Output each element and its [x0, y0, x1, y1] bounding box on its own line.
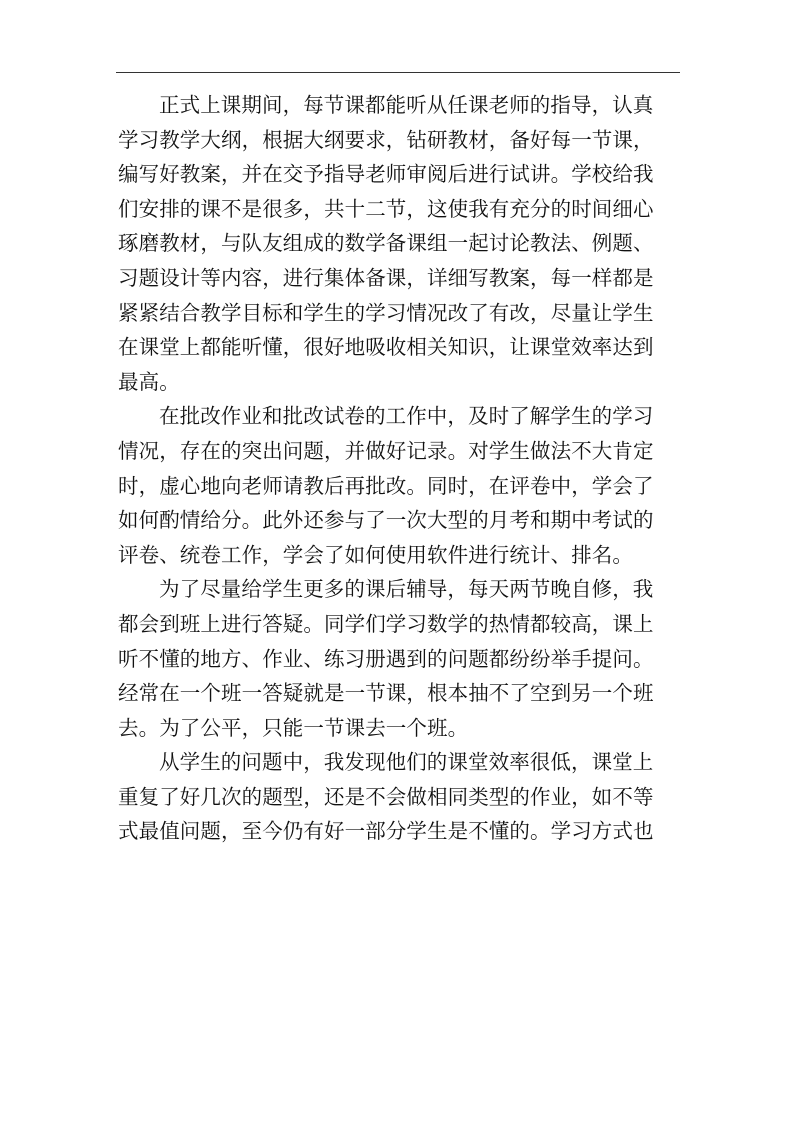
- document-body: [118, 88, 670, 849]
- header-rule: [116, 72, 680, 73]
- paragraph-first-line: 从学生的问题中，我发现他们的课堂效率很低，课堂上: [159, 750, 654, 775]
- paragraph-first-line: 在批改作业和批改试卷的工作中，及时了解学生的学习: [159, 404, 654, 429]
- text-line: 都会到班上进行答疑。同学们学习数学的热情都较高，课上: [118, 611, 654, 636]
- text-line: 时，虚心地向老师请教后再批改。同时，在评卷中，学会了: [118, 473, 654, 498]
- text-line: 们安排的课不是很多，共十二节，这使我有充分的时间细心: [118, 196, 654, 221]
- text-line: 习题设计等内容，进行集体备课，详细写教案，每一样都是: [118, 265, 654, 290]
- text-line: 编写好教案，并在交予指导老师审阅后进行试讲。学校给我: [118, 162, 654, 187]
- text-line: 紧紧结合教学目标和学生的学习情况改了有改，尽量让学生: [118, 300, 654, 325]
- text-line: 式最值问题，至今仍有好一部分学生是不懂的。学习方式也: [118, 819, 654, 844]
- text-line: 经常在一个班一答疑就是一节课，根本抽不了空到另一个班: [118, 681, 654, 706]
- text-line: 最高。: [118, 369, 180, 394]
- text-line: 听不懂的地方、作业、练习册遇到的问题都纷纷举手提问。: [118, 646, 654, 671]
- text-line: 评卷、统卷工作，学会了如何使用软件进行统计、排名。: [118, 542, 633, 567]
- text-line: 去。为了公平，只能一节课去一个班。: [118, 715, 469, 740]
- paragraph-first-line: 为了尽量给学生更多的课后辅导，每天两节晚自修，我: [159, 577, 654, 602]
- text-line: 重复了好几次的题型，还是不会做相同类型的作业，如不等: [118, 784, 654, 809]
- text-line: 琢磨教材，与队友组成的数学备课组一起讨论教法、例题、: [118, 231, 654, 256]
- text-line: 如何酌情给分。此外还参与了一次大型的月考和期中考试的: [118, 508, 654, 533]
- text-line: 学习教学大纲，根据大纲要求，钻研教材，备好每一节课，: [118, 127, 654, 152]
- text-line: 在课堂上都能听懂，很好地吸收相关知识，让课堂效率达到: [118, 335, 654, 360]
- paragraph-first-line: 正式上课期间，每节课都能听从任课老师的指导，认真: [159, 93, 654, 117]
- text-line: 情况，存在的突出问题，并做好记录。对学生做法不大肯定: [118, 438, 654, 463]
